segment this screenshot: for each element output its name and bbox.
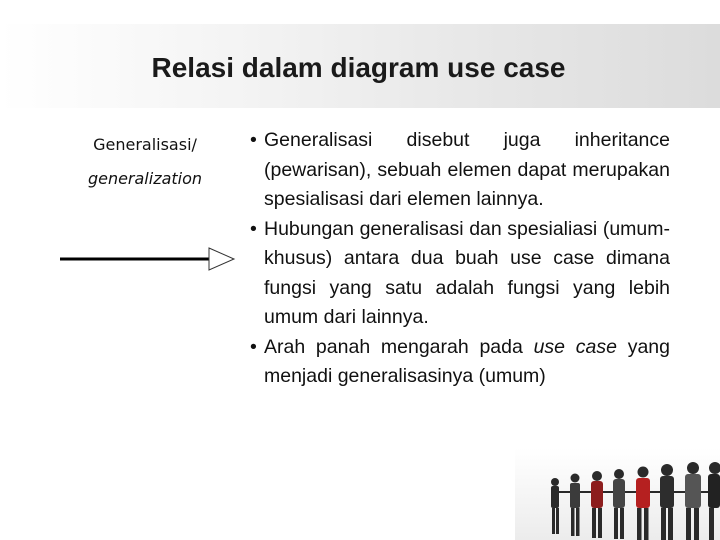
generalization-label-line1: Generalisasi/ [93, 135, 197, 154]
bullet-text: Hubungan generalisasi dan spesialiasi (umum-khusus) antara dua buah use case dimana fungsi yang satu adalah fungsi yang lebih umum dari lainnya. [264, 217, 670, 328]
people-holding-hands-image [515, 448, 720, 540]
bullet-text-before: Arah panah mengarah pada [264, 335, 534, 358]
bullet-dot: • [250, 129, 257, 151]
bullet-list [252, 126, 670, 392]
generalization-label-line2: generalization [87, 169, 203, 188]
bullet-item [252, 126, 670, 215]
bullet-item [252, 215, 670, 333]
bullet-text-after: yang menjadi generalisasinya (umum) [264, 335, 670, 387]
bullet-item [252, 333, 670, 392]
slide-title: Relasi dalam diagram use case [151, 52, 566, 83]
bullet-dot: • [250, 335, 257, 358]
generalization-label [60, 128, 230, 196]
bullet-text-emphasis: use case [533, 335, 617, 358]
bullet-text: Generalisasi disebut juga inheritance (pewarisan), sebuah elemen dapat merupakan spesialisasi dari elemen lainnya. [264, 129, 670, 210]
generalization-arrow-icon [58, 240, 238, 274]
bullet-dot: • [250, 217, 257, 240]
